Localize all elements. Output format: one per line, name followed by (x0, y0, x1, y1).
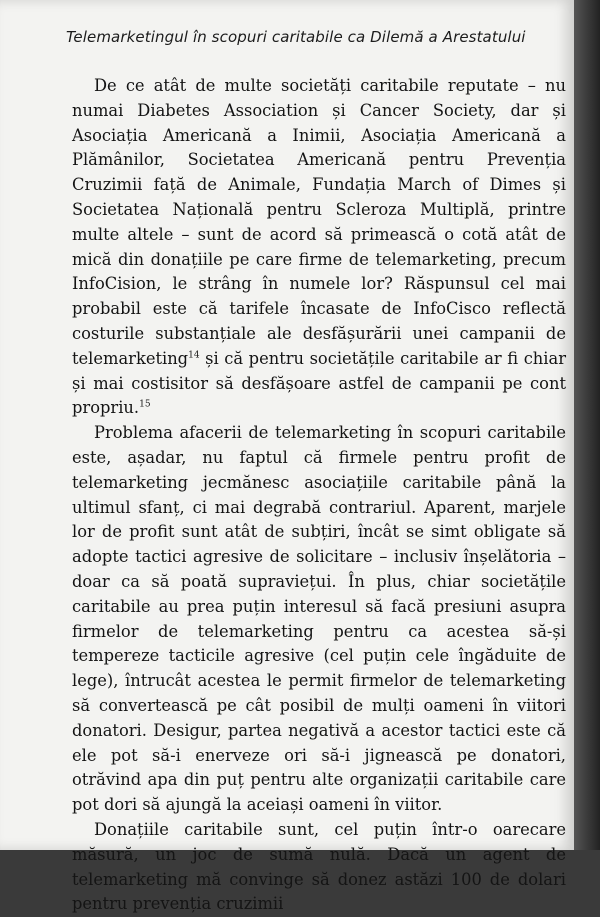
paragraph-1-text-a: De ce atât de multe societăți caritabile reputate – nu numai Diabetes Association și Cancer Society, dar și Asociația Americană a Inimii, Asociația Americană a Plămânilor, Societatea Americană pentru Prevenția Cruzimii față de Animale, Fundația March of Dimes și Societatea Națională pentru Scleroza Multiplă, printre multe altele – sunt de acord să primească o cotă atât de mică din donațiile pe care firme de telemarketing, precum InfoCision, le strâng în numele lor? Răspunsul cel mai probabil este că tarifele încasate de InfoCisco reflectă costurile substanțiale ale desfășurării unei campanii de telemarketing (72, 76, 566, 368)
body-text (72, 74, 566, 917)
running-head: Telemarketingul în scopuri caritabile ca Dilemă a Arestatului (66, 28, 526, 46)
paragraph-1 (72, 74, 566, 421)
footnote-ref-15[interactable]: 15 (139, 399, 151, 410)
book-spine-shadow (574, 0, 600, 850)
footnote-ref-14[interactable]: 14 (188, 350, 200, 361)
paragraph-3: Donațiile caritabile sunt, cel puțin într-o oarecare măsură, un joc de sumă nulă. Dacă un agent de telemarketing mă convinge să donez astăzi 100 de dolari pentru prevenția cruzimii (72, 819, 566, 914)
paragraph-2: Problema afacerii de telemarketing în scopuri caritabile este, așadar, nu faptul că firmele pentru profit de telemarketing jecmănesc asociațiile caritabile până la ultimul sfanț, ci mai degrabă contrariul. Aparent, marjele lor de profit sunt atât de subțiri, încât se simt obligate să adopte tactici agresive de solicitare – inclusiv înșelătoria – doar ca să poată supraviețui. În plus, chiar societățile caritabile au prea puțin interesul să facă presiuni asupra firmelor de telemarketing pentru ca acestea să-și tempereze tacticile agresive (cel puțin cele îngăduite de lege), întrucât acestea le permit firmelor de telemarketing să convertească pe cât posibil de mulți oameni în viitori donatori. Desigur, partea negativă a acestor tactici este că ele pot să-i enerveze ori să-i jignească pe donatori, otrăvind apa din puț pentru alte organizații caritabile care pot dori să ajungă la aceiași oameni în viitor. (72, 423, 566, 815)
paragraph-1-text-b: și că pentru societățile caritabile ar fi chiar și mai costisitor să desfășoare astfel de campanii pe cont propriu. (72, 348, 566, 418)
